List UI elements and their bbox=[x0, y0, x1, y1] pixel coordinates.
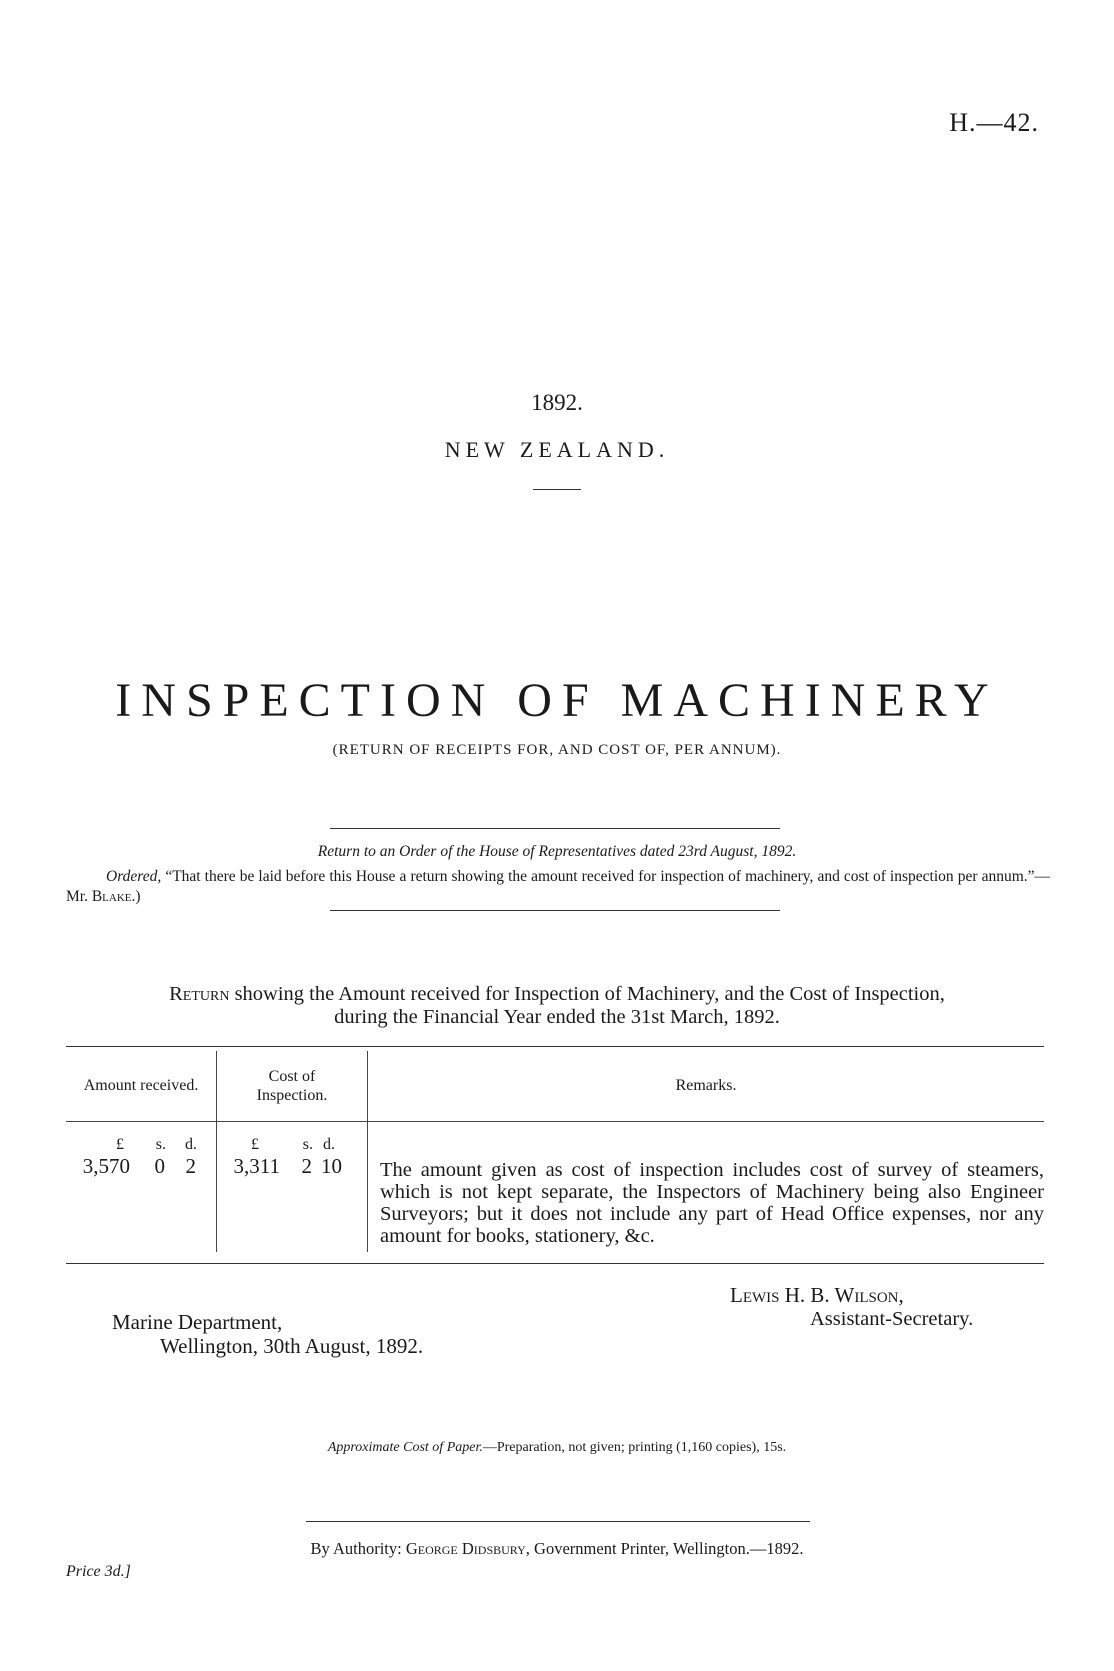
department: Marine Department, bbox=[112, 1310, 283, 1334]
pence-unit: d. bbox=[185, 1136, 197, 1153]
table-top-rule bbox=[66, 1046, 1044, 1047]
authority-suffix: , Government Printer, Wellington.—1892. bbox=[525, 1539, 804, 1558]
document-subtitle: (RETURN OF RECEIPTS FOR, AND COST OF, PER ANNUM). bbox=[332, 742, 782, 758]
header-remarks: Remarks. bbox=[675, 1077, 737, 1094]
ordered-member: Blake bbox=[91, 888, 132, 905]
shilling-unit: s. bbox=[302, 1136, 313, 1153]
signatory-name: Lewis H. B. Wilson, bbox=[730, 1283, 904, 1307]
return-caption-line-1: showing the Amount received for Inspection of Machinery, and the Cost of Inspection, bbox=[234, 983, 945, 1005]
authority-prefix: By Authority: bbox=[310, 1539, 402, 1558]
table-header-row bbox=[66, 1051, 1044, 1122]
cost-label: Approximate Cost of Paper. bbox=[327, 1440, 483, 1455]
place-date: Wellington, 30th August, 1892. bbox=[160, 1334, 424, 1358]
remarks-cell bbox=[368, 1122, 1045, 1253]
header-amount-received: Amount received. bbox=[66, 1051, 217, 1122]
return-lead: Return bbox=[169, 983, 230, 1005]
printer-name: George Didsbury bbox=[405, 1539, 526, 1558]
divider bbox=[306, 1521, 810, 1522]
return-table bbox=[66, 1051, 1044, 1252]
divider bbox=[330, 828, 780, 829]
cost-text: —Preparation, not given; printing (1,160 copies), 15s. bbox=[482, 1440, 787, 1455]
pence-unit: d. bbox=[323, 1136, 335, 1153]
divider bbox=[330, 910, 780, 911]
signatory-title: Assistant-Secretary. bbox=[810, 1308, 974, 1330]
amount-pounds: 3,570 bbox=[82, 1154, 130, 1178]
remarks-text: The amount given as cost of inspection includes cost of survey of steamers, which is not kept separate, the Inspectors of Machinery being also Engineer Surveyors; but it does not include any part of Head Office expenses, nor any amount for books, stationery, &c. bbox=[380, 1159, 1044, 1247]
amount-shillings: 0 bbox=[154, 1154, 165, 1178]
header-cost-line-2: Inspection. bbox=[256, 1087, 328, 1104]
pound-unit: £ bbox=[251, 1136, 259, 1153]
ordered-end: .) bbox=[131, 888, 141, 905]
amount-received-cell bbox=[66, 1122, 217, 1253]
cost-values bbox=[217, 1154, 367, 1179]
table-bottom-rule bbox=[66, 1263, 1044, 1264]
return-caption-line-2: during the Financial Year ended the 31st March, 1892. bbox=[334, 1006, 780, 1028]
cost-shillings: 2 bbox=[301, 1154, 312, 1178]
return-caption bbox=[60, 983, 1054, 1029]
paper-reference: H.—42. bbox=[949, 108, 1039, 137]
printer-authority bbox=[0, 1539, 1114, 1559]
ordered-label: Ordered, bbox=[106, 868, 162, 885]
ordered-paragraph bbox=[66, 867, 1050, 907]
amount-units bbox=[66, 1122, 216, 1154]
amount-pence: 2 bbox=[185, 1154, 196, 1178]
header-cost-of-inspection bbox=[217, 1051, 368, 1122]
country-heading: NEW ZEALAND. bbox=[444, 437, 670, 462]
cost-pounds: 3,311 bbox=[233, 1154, 280, 1178]
shilling-unit: s. bbox=[155, 1136, 166, 1153]
table-row bbox=[66, 1122, 1044, 1253]
cost-units bbox=[217, 1122, 367, 1154]
header-cost-line-1: Cost of bbox=[268, 1068, 316, 1085]
pound-unit: £ bbox=[116, 1136, 124, 1153]
amount-values bbox=[66, 1154, 216, 1179]
ordered-text: “That there be laid before this House a return showing the amount received for inspection of machinery, and cost of inspection per annum.”—Mr. bbox=[66, 868, 1051, 905]
cost-of-inspection-cell bbox=[217, 1122, 368, 1253]
return-order-line: Return to an Order of the House of Representatives dated 23rd August, 1892. bbox=[317, 843, 797, 860]
cost-of-paper-note bbox=[0, 1440, 1114, 1456]
year-heading: 1892. bbox=[531, 390, 583, 415]
cost-pence: 10 bbox=[321, 1154, 342, 1178]
divider bbox=[533, 489, 581, 490]
document-title: INSPECTION OF MACHINERY bbox=[115, 674, 999, 727]
price: Price 3d.] bbox=[66, 1563, 131, 1580]
